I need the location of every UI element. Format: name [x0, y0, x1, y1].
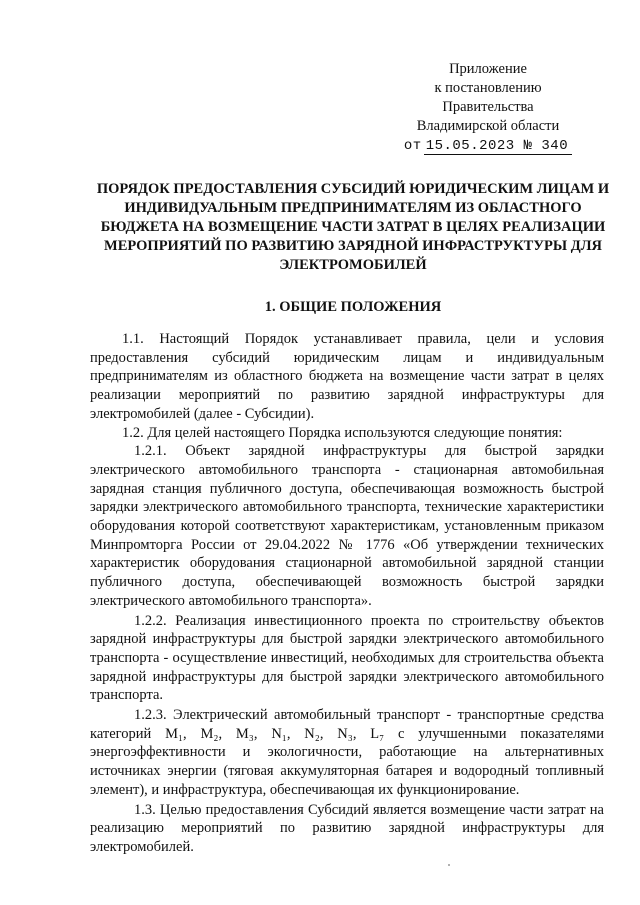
annex-line-1: Приложение	[449, 61, 527, 77]
annex-date-line	[388, 136, 588, 156]
page-mark	[448, 864, 450, 866]
paragraph-1-1: 1.1. Настоящий Порядок устанавливает правила, цели и условия предоставления субсидий юридическим лицам и индивидуальным предпринимателям из областного бюджета на возмещение части затрат в целях реализации мероприятий по развитию зарядной инфраструктуры для электромобилей (далее - Субсидии).	[90, 331, 604, 422]
section-title: 1. ОБЩИЕ ПОЛОЖЕНИЯ	[264, 299, 442, 315]
annex-line-4: Владимирской области	[416, 118, 560, 134]
annex-block	[388, 60, 588, 156]
paragraph-1-2-1: 1.2.1. Объект зарядной инфраструктуры для быстрой зарядки электрического автомобильного транспорта - стационарная автомобильная зарядная станция публичного доступа, обеспечивающая возможность быстрой зарядки электрического автомобильного транспорта, технические характеристики оборудования которой соответствуют характеристикам, установленным приказом Минпромторга России от 29.04.2022 № 1776 «Об утверждении технических характеристик оборудования стационарной автомобильной зарядной станции публичного доступа, обеспечивающей возможность быстрой зарядки электрического автомобильного транспорта».	[90, 443, 604, 609]
annex-line-3: Правительства	[442, 99, 534, 115]
paragraph-1-2-2: 1.2.2. Реализация инвестиционного проекта по строительству объектов зарядной инфраструктуры для быстрой зарядки электрического автомобильного транспорта - осуществление инвестиций, необходимых для строительства объекта зарядной инфраструктуры для быстрой зарядки электрического автомобильного транспорта.	[90, 612, 604, 704]
document-title: ПОРЯДОК ПРЕДОСТАВЛЕНИЯ СУБСИДИЙ ЮРИДИЧЕСКИМ ЛИЦАМ И ИНДИВИДУАЛЬНЫМ ПРЕДПРИНИМАТЕЛЯМ ИЗ ОБЛАСТНОГО БЮДЖЕТА НА ВОЗМЕЩЕНИЕ ЧАСТИ ЗАТРАТ В ЦЕЛЯХ РЕАЛИЗАЦИИ МЕРОПРИЯТИЙ ПО РАЗВИТИЮ ЗАРЯДНОЙ ИНФРАСТРУКТУРЫ ДЛЯ ЭЛЕКТРОМОБИЛЕЙ	[96, 181, 610, 273]
document-body	[90, 330, 604, 857]
paragraph-1-2: 1.2. Для целей настоящего Порядка используются следующие понятия:	[122, 424, 563, 441]
annex-line-2: к постановлению	[434, 80, 542, 96]
annex-date-number: 15.05.2023 № 340	[424, 138, 572, 155]
paragraph-1-2-3: 1.2.3. Электрический автомобильный транспорт - транспортные средства категорий M₁, M₂, M₃, N₁, N₂, N₃, L₇ с улучшенными показателями энергоэффективности и экологичности, работающие на альтернативных источниках энергии (тяговая аккумуляторная батарея и водородный топливный элемент), и инфраструктура, обеспечивающая их функционирование.	[90, 707, 604, 798]
paragraph-1-3: 1.3. Целью предоставления Субсидий является возмещение части затрат на реализацию мероприятий по развитию зарядной инфраструктуры для электромобилей.	[90, 801, 604, 855]
annex-prefix: от	[403, 138, 422, 154]
